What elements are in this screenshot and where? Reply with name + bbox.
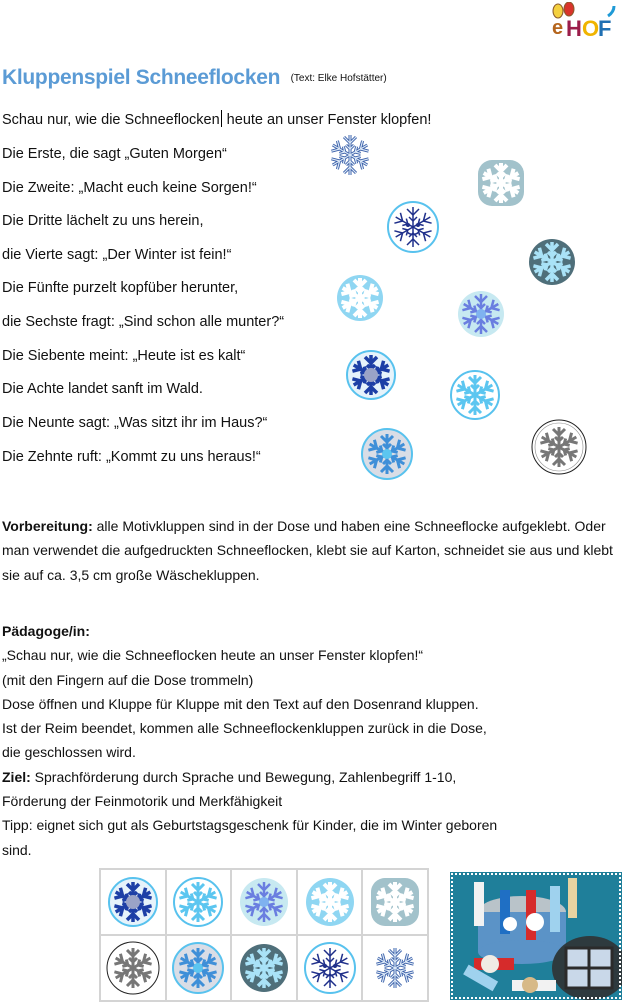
speckled-blue-snowflake-icon [361, 428, 413, 485]
speckled-blue-snowflake-icon [166, 935, 232, 1001]
outline-hexagon-snowflake-icon [324, 132, 376, 183]
poem-line: Die Dritte lächelt zu uns herein, [2, 213, 204, 229]
frosted-white-snowflake-icon [476, 158, 526, 213]
educator-section [2, 619, 622, 862]
patterned-purple-snowflake-icon [457, 290, 505, 343]
educator-line: „Schau nur, wie die Schneeflocken heute an unser Fenster klopfen!“ [2, 647, 424, 664]
poem-line: die Sechste fragt: „Sind schon alle munter?“ [2, 314, 285, 330]
preparation-label: Vorbereitung: [2, 518, 93, 534]
goal-label: Ziel: [2, 768, 31, 785]
tip-line2: sind. [2, 841, 32, 858]
educator-line: die geschlossen wird. [2, 744, 136, 761]
poem-intro-part2: heute an unser Fenster klopfen! [222, 112, 432, 128]
svg-text:e: e [552, 17, 564, 39]
light-blue-snowflake-icon [336, 274, 384, 327]
poem-line: Die Zehnte ruft: „Kommt zu uns heraus!“ [2, 449, 261, 465]
educator-line: Dose öffnen und Kluppe für Kluppe mit den Text auf den Dosenrand kluppen. [2, 695, 479, 712]
outline-hexagon-snowflake-icon [362, 935, 428, 1001]
clothespin-tin-photo [450, 872, 622, 1000]
poem-line: Die Achte landet sanft im Wald. [2, 381, 203, 397]
patterned-purple-snowflake-icon [231, 869, 297, 935]
author-credit: (Text: Elke Hofstätter) [290, 73, 387, 84]
navy-glitter-snowflake-icon [346, 350, 396, 405]
poem-line: Die Neunte sagt: „Was sitzt ihr im Haus?“ [2, 415, 268, 431]
text-cursor [221, 110, 222, 127]
preparation-text: alle Motivkluppen sind in der Dose und haben eine Schneeflocke aufgeklebt. Oder man verwendet die aufgedruckten Schneeflocken, klebt sie auf Karton, schneidet sie aus und klebt sie auf ca. 3,5 cm große Wäschekluppen. [2, 518, 613, 583]
svg-text:F: F [598, 16, 612, 41]
preparation-paragraph [2, 514, 622, 587]
page-title: Kluppenspiel Schneeflocken [2, 66, 281, 89]
gray-outline-snowflake-icon [100, 935, 166, 1001]
poem-line: Die Zweite: „Macht euch keine Sorgen!“ [2, 180, 257, 196]
cyan-dotted-snowflake-icon [450, 370, 500, 425]
poem-line: Die Erste, die sagt „Guten Morgen“ [2, 146, 227, 162]
dark-frosted-snowflake-icon [528, 238, 576, 291]
goal-text: Sprachförderung durch Sprache und Bewegung, Zahlenbegriff 1-10, [30, 768, 457, 785]
educator-label: Pädagoge/in: [2, 623, 90, 639]
tip-text: Tipp: eignet sich gut als Geburtstagsgeschenk für Kinder, die im Winter geboren [2, 817, 498, 834]
goal-line2: Förderung der Feinmotorik und Merkfähigkeit [2, 793, 283, 810]
poem-line: die Vierte sagt: „Der Winter ist fein!“ [2, 247, 232, 263]
light-blue-snowflake-icon [297, 869, 363, 935]
hof-logo [548, 2, 620, 42]
frosted-white-snowflake-icon [362, 869, 428, 935]
poem-line: Die Siebente meint: „Heute ist es kalt“ [2, 348, 246, 364]
dark-frosted-snowflake-icon [231, 935, 297, 1001]
smiling-snowflake-icon [297, 935, 363, 1001]
smiling-snowflake-icon [386, 200, 440, 259]
poem-intro-part1: Schau nur, wie die Schneeflocken [2, 112, 220, 128]
educator-line: Ist der Reim beendet, kommen alle Schneeflockenkluppen zurück in die Dose, [2, 720, 487, 737]
title-row [2, 66, 387, 90]
gray-outline-snowflake-icon [530, 418, 588, 481]
navy-glitter-snowflake-icon [100, 869, 166, 935]
svg-text:H: H [566, 16, 582, 41]
educator-line: (mit den Fingern auf die Dose trommeln) [2, 671, 254, 688]
poem-intro[interactable] [2, 110, 431, 128]
svg-text:O: O [582, 16, 600, 41]
cyan-dotted-snowflake-icon [166, 869, 232, 935]
poem-line: Die Fünfte purzelt kopfüber herunter, [2, 280, 239, 296]
snowflake-grid [99, 868, 429, 1002]
